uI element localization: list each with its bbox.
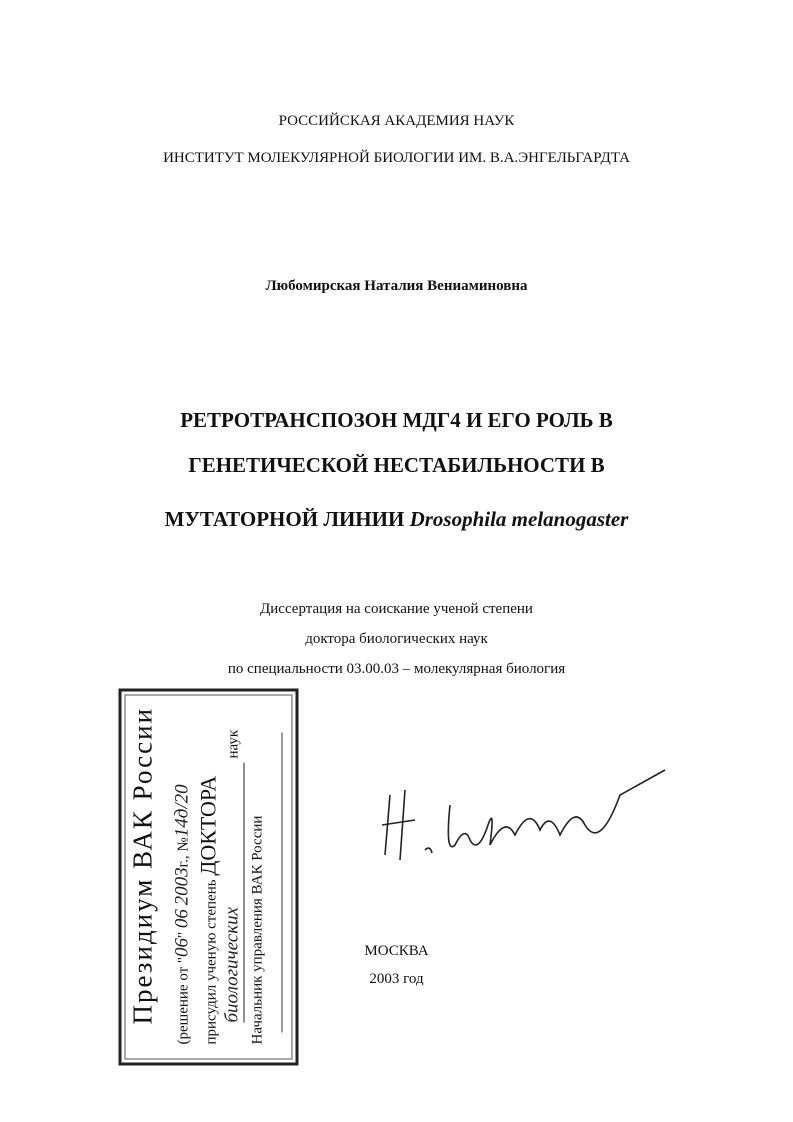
stamp-decision: (решение от "06" 06 2003г., №14д/20 [171, 784, 193, 1045]
species-name: Drosophila melanogaster [409, 507, 629, 531]
degree-line-3: по специальности 03.00.03 – молекулярная биология [227, 661, 566, 677]
stamp-field: биологических наук [221, 729, 243, 1023]
degree-line-2: доктора биологических наук [305, 631, 488, 647]
stamp-chief: Начальник управления ВАК России [249, 815, 266, 1045]
author-signature [370, 765, 670, 875]
academy-name: РОССИЙСКАЯ АКАДЕМИЯ НАУК [278, 113, 515, 129]
title-line-1: РЕТРОТРАНСПОЗОН МДГ4 И ЕГО РОЛЬ В [180, 408, 613, 432]
institute-name: ИНСТИТУТ МОЛЕКУЛЯРНОЙ БИОЛОГИИ ИМ. В.А.ЭНГЕЛЬГАРДТА [163, 150, 630, 166]
stamp-title: Президиум ВАК России [127, 706, 158, 1025]
author-name: Любомирская Наталия Вениаминовна [265, 278, 528, 294]
stamp-awarded: присудил ученую степень ДОКТОРА [195, 775, 221, 1045]
year: 2003 год [369, 971, 424, 987]
title-line-3 [0, 507, 793, 532]
degree-line-1: Диссертация на соискание ученой степени [260, 601, 533, 617]
vak-stamp [119, 689, 299, 1066]
city: МОСКВА [364, 943, 429, 959]
title-prefix: МУТАТОРНОЙ ЛИНИИ [164, 507, 405, 531]
stamp-signature-line [282, 733, 283, 1033]
title-line-2: ГЕНЕТИЧЕСКОЙ НЕСТАБИЛЬНОСТИ В [188, 453, 605, 477]
